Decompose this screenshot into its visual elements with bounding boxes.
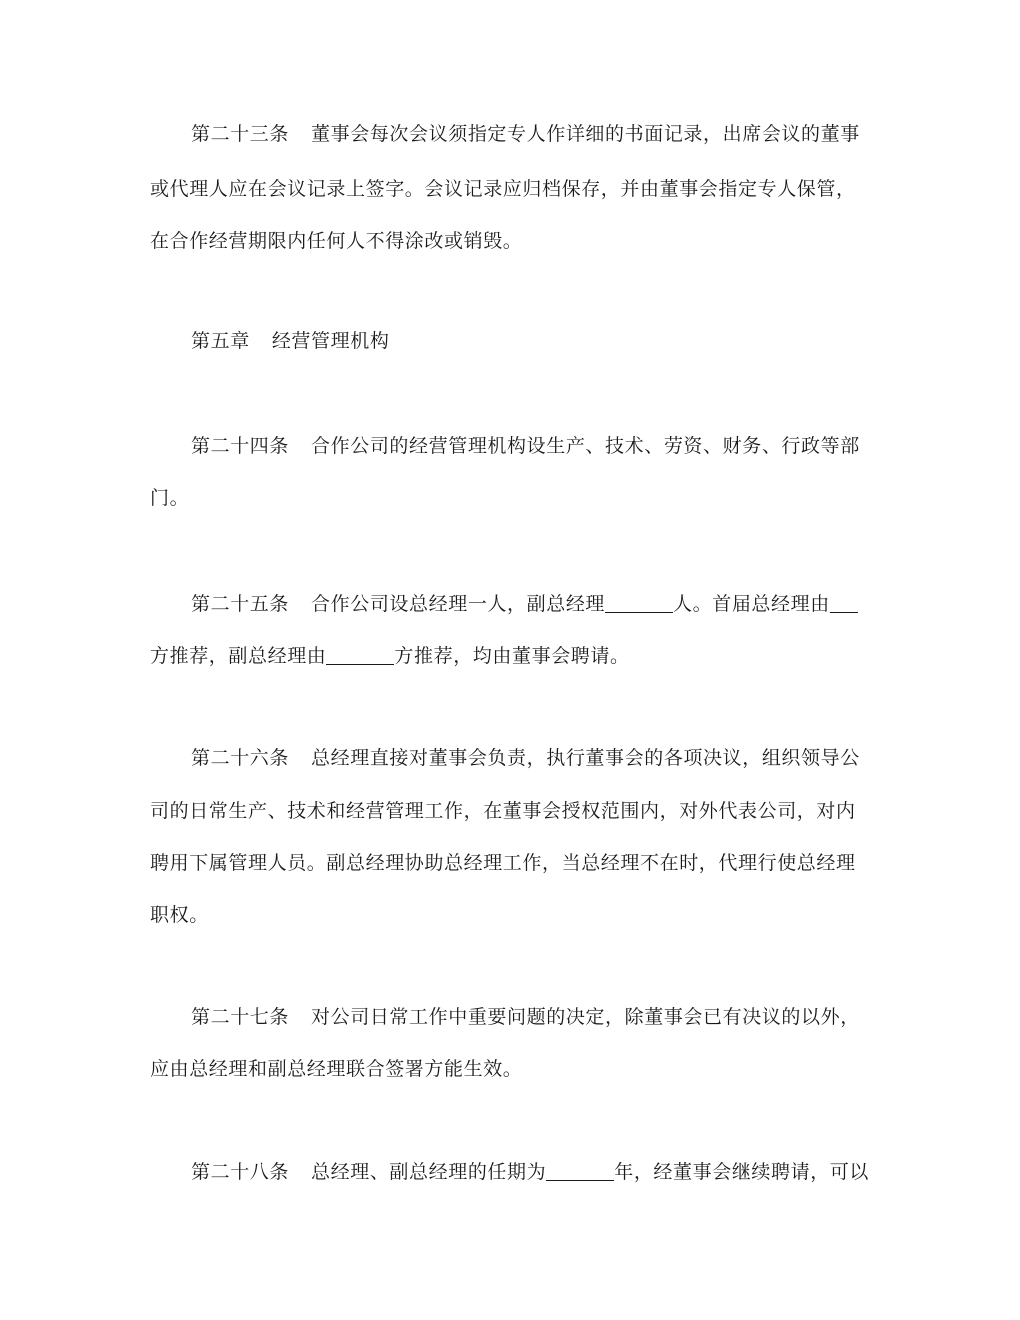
article-23-line-3: 在合作经营期限内任何人不得涂改或销毁。 <box>150 230 523 252</box>
fill-in-blank <box>326 646 394 665</box>
article-25-text-d: 方推荐，均由董事会聘请。 <box>394 645 630 667</box>
chapter-title: 经营管理机构 <box>271 330 390 352</box>
article-28-heading: 第二十八条 <box>191 1161 290 1183</box>
article-28-text-b: 年，经董事会继续聘请，可以 <box>614 1161 870 1183</box>
article-27-line-2: 应由总经理和副总经理联合签署方能生效。 <box>150 1058 523 1080</box>
article-28-text-a: 总经理、副总经理的任期为 <box>311 1161 547 1183</box>
article-26-text: 总经理直接对董事会负责，执行董事会的各项决议，组织领导公 <box>311 747 860 769</box>
article-25-text-b: 人。首届总经理由 <box>673 593 830 615</box>
article-26-line-2: 司的日常生产、技术和经营管理工作，在董事会授权范围内，对外代表公司，对内 <box>150 800 856 822</box>
article-26-line-3: 聘用下属管理人员。副总经理协助总经理工作，当总经理不在时，代理行使总经理 <box>150 852 856 874</box>
chapter-heading <box>191 329 389 353</box>
fill-in-blank <box>830 594 858 613</box>
fill-in-blank <box>546 1162 614 1181</box>
article-26-line-1 <box>191 746 860 770</box>
article-24-line-2: 门。 <box>150 487 190 509</box>
article-27-text: 对公司日常工作中重要问题的决定，除董事会已有决议的以外， <box>311 1006 860 1028</box>
article-23-line-2: 或代理人应在会议记录上签字。会议记录应归档保存，并由董事会指定专人保管， <box>150 178 856 200</box>
article-28-line-1 <box>191 1160 869 1184</box>
article-24-line-1 <box>191 434 860 458</box>
article-24-heading: 第二十四条 <box>191 435 290 457</box>
article-26-heading: 第二十六条 <box>191 747 290 769</box>
article-25-text-c: 方推荐，副总经理由 <box>150 645 327 667</box>
article-27-line-1 <box>191 1005 860 1029</box>
fill-in-blank <box>605 594 673 613</box>
chapter-number: 第五章 <box>191 330 250 352</box>
article-26-line-4: 职权。 <box>150 904 209 926</box>
article-23-line-1 <box>191 122 860 146</box>
article-25-line-2 <box>150 644 630 668</box>
article-25-line-1 <box>191 592 858 616</box>
article-23-heading: 第二十三条 <box>191 123 290 145</box>
article-24-text: 合作公司的经营管理机构设生产、技术、劳资、财务、行政等部 <box>311 435 860 457</box>
article-23-text: 董事会每次会议须指定专人作详细的书面记录，出席会议的董事 <box>311 123 860 145</box>
article-25-text-a: 合作公司设总经理一人，副总经理 <box>311 593 606 615</box>
article-27-heading: 第二十七条 <box>191 1006 290 1028</box>
article-25-heading: 第二十五条 <box>191 593 290 615</box>
